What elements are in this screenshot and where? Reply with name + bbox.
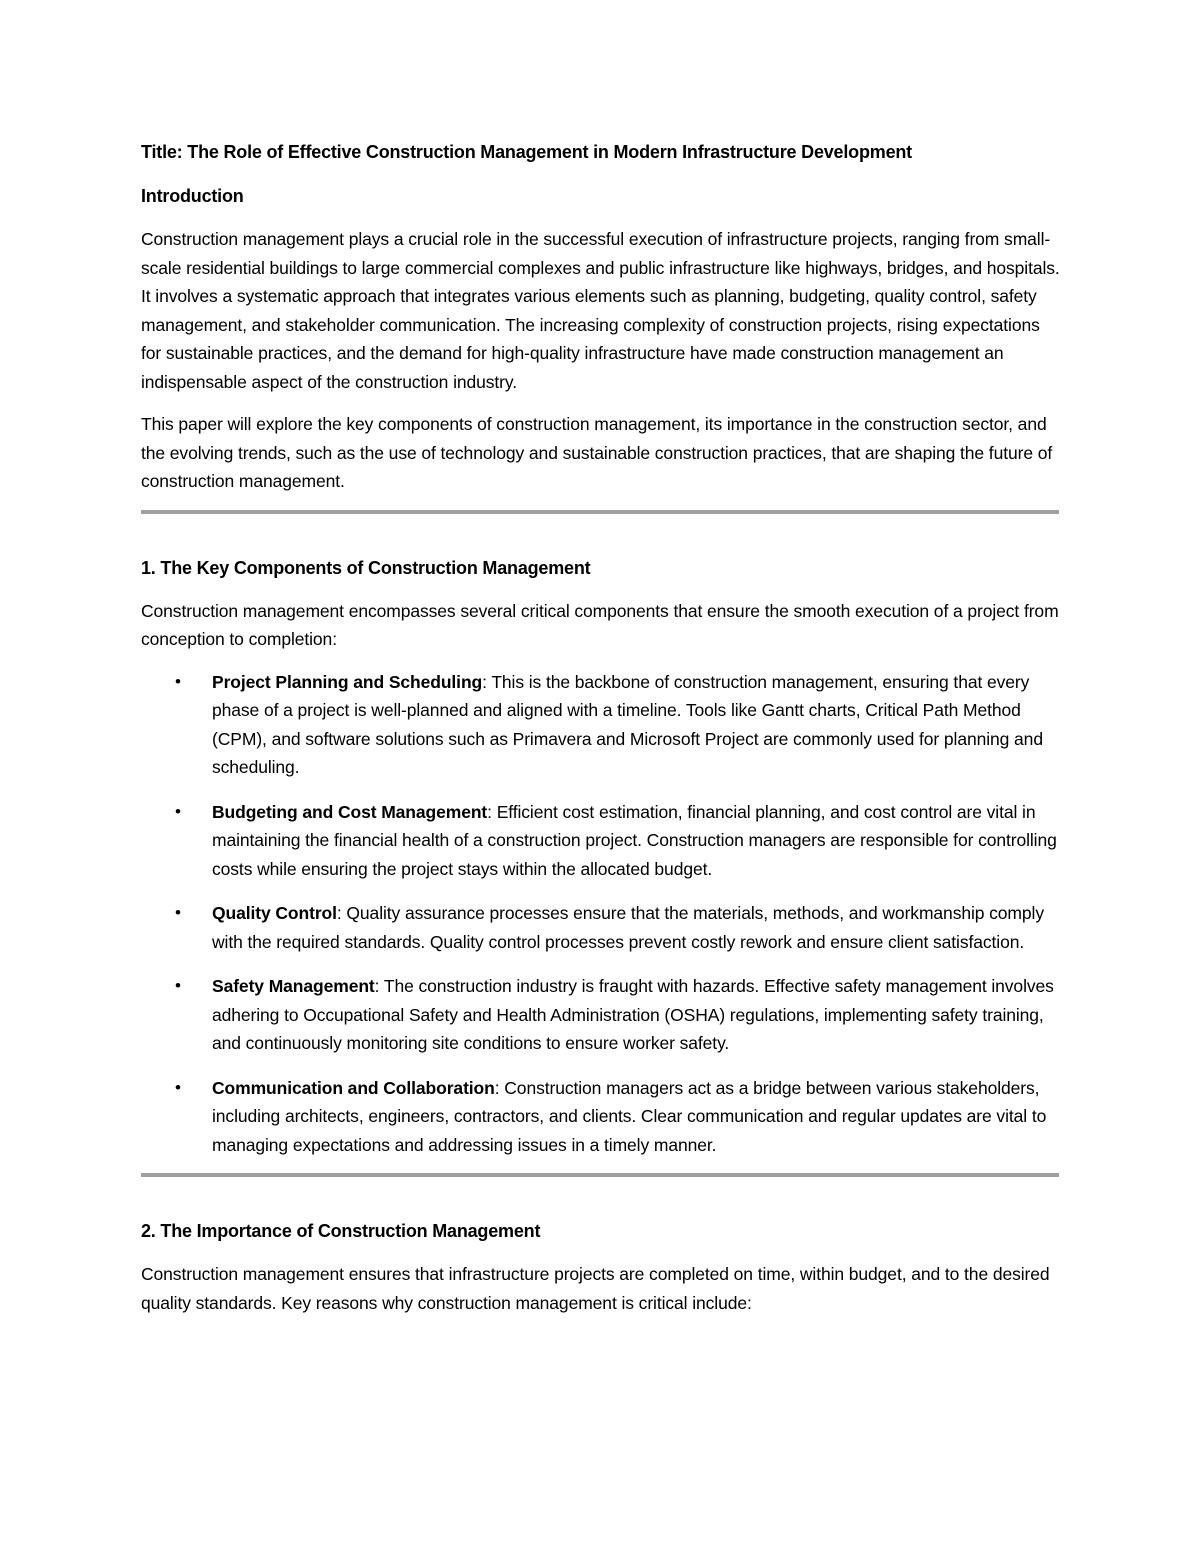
intro-paragraph-1: Construction management plays a crucial role in the successful execution of infrastructure projects, ranging from small-scale residential buildings to large commercial complexes and public infrastructure like highways, bridges, and hospitals. It involves a systematic approach that integrates various elements such as planning, budgeting, quality control, safety management, and stakeholder communication. The increasing complexity of construction projects, rising expectations for sustainable practices, and the demand for high-quality infrastructure have made construction management an indispensable aspect of the construction industry. xyxy=(141,229,1060,392)
components-list xyxy=(141,668,1061,1160)
bullet-lead: Project Planning and Scheduling xyxy=(212,671,483,692)
bullet-text: : Efficient cost estimation, financial planning, and cost control are vital in maintaining the financial health of a construction project. Construction managers are responsible for controlling costs while ensuring the project stays within the allocated budget. xyxy=(212,801,1057,879)
bullet-icon: • xyxy=(175,903,181,922)
list-item xyxy=(141,668,1061,782)
bullet-icon: • xyxy=(175,976,181,995)
bullet-text: : This is the backbone of construction management, ensuring that every phase of a project is well-planned and aligned with a timeline. Tools like Gantt charts, Critical Path Method (CPM), and software solutions such as Primavera and Microsoft Project are commonly used for planning and scheduling. xyxy=(212,671,1043,777)
bullet-text: : The construction industry is fraught with hazards. Effective safety management involves adhering to Occupational Safety and Health Administration (OSHA) regulations, implementing safety training, and continuously monitoring site conditions to ensure worker safety. xyxy=(212,976,1054,1053)
bullet-text: : Quality assurance processes ensure that the materials, methods, and workmanship comply with the required standards. Quality control processes prevent costly rework and ensure client satisfaction. xyxy=(212,903,1044,952)
bullet-lead: Budgeting and Cost Management xyxy=(212,801,488,822)
list-item xyxy=(141,1074,1061,1160)
horizontal-rule xyxy=(141,510,1059,514)
section-2-intro: Construction management ensures that infrastructure projects are completed on time, within budget, and to the desired quality standards. Key reasons why construction management is critical include: xyxy=(141,1264,1050,1313)
section-2-heading: 2. The Importance of Construction Management xyxy=(141,1221,541,1241)
bullet-lead: Communication and Collaboration xyxy=(212,1077,495,1098)
bullet-lead: Safety Management xyxy=(212,976,375,996)
section-1-heading: 1. The Key Components of Construction Management xyxy=(141,557,591,578)
bullet-icon: • xyxy=(175,1077,181,1097)
list-item xyxy=(141,798,1061,884)
bullet-lead: Quality Control xyxy=(212,903,337,923)
intro-heading: Introduction xyxy=(141,186,244,206)
bullet-text: : Construction managers act as a bridge between various stakeholders, including architects, engineers, contractors, and clients. Clear communication and regular updates are vital to managing expectations and addressing issues in a timely manner. xyxy=(212,1077,1047,1155)
list-item xyxy=(141,972,1061,1058)
document-title: Title: The Role of Effective Construction Management in Modern Infrastructure Development xyxy=(141,142,912,162)
document-page xyxy=(141,138,1061,1331)
bullet-icon: • xyxy=(175,671,181,691)
intro-paragraph-2: This paper will explore the key components of construction management, its importance in the construction sector, and the evolving trends, such as the use of technology and sustainable construction practices, that are shaping the future of construction management. xyxy=(141,414,1053,491)
horizontal-rule xyxy=(141,1173,1059,1177)
bullet-icon: • xyxy=(175,801,181,821)
section-1-intro: Construction management encompasses several critical components that ensure the smooth execution of a project from conception to completion: xyxy=(141,600,1059,649)
list-item xyxy=(141,899,1061,956)
